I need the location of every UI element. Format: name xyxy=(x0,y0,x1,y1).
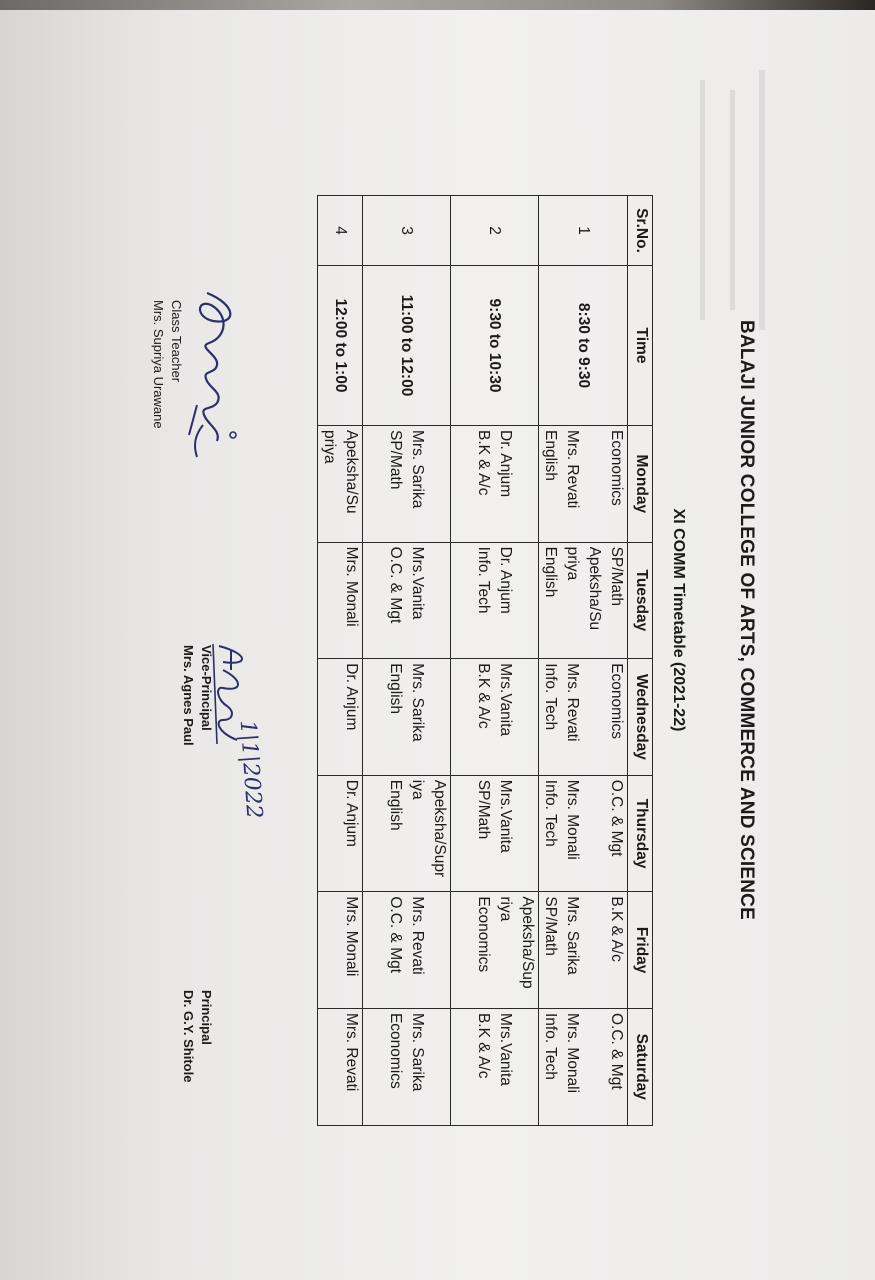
row-time: 12:00 to 1:00 xyxy=(318,266,363,426)
cell-line: English xyxy=(387,779,404,831)
row-time: 9:30 to 10:30 xyxy=(451,266,539,426)
vice-principal-handwritten-date: 1|1|2022 xyxy=(234,719,267,820)
cell-line xyxy=(428,1013,450,1121)
cell-saturday xyxy=(318,1008,363,1125)
cell-line xyxy=(516,430,538,538)
cell-line: Mrs. Monali xyxy=(564,1012,581,1094)
cell-line: B.K & A/c xyxy=(608,896,625,962)
row-srno: 4 xyxy=(318,196,363,266)
cell-tuesday xyxy=(451,542,539,659)
cell-line: B.K & A/c xyxy=(475,1012,492,1079)
cell-line: English xyxy=(387,663,404,715)
vice-principal-role: Vice-Principal xyxy=(199,645,214,731)
cell-line: Info. Tech xyxy=(475,546,492,614)
cell-wednesday xyxy=(318,659,363,776)
cell-friday xyxy=(318,892,363,1009)
cell-line xyxy=(428,547,450,655)
cell-saturday xyxy=(451,1008,539,1125)
class-teacher-signature xyxy=(177,285,247,475)
cell-line xyxy=(428,430,450,538)
principal-role: Principal xyxy=(199,990,214,1045)
header-monday: Monday xyxy=(628,426,653,543)
cell-line: Economics xyxy=(608,430,625,506)
cell-line: Mrs. Revati xyxy=(564,430,581,509)
timetable-table xyxy=(317,195,653,1126)
cell-line: Mrs. Revati xyxy=(409,896,426,975)
class-teacher-name: Mrs. Supriya Urawane xyxy=(151,300,166,429)
cell-friday xyxy=(539,892,628,1009)
cell-line: English xyxy=(542,430,559,481)
header-friday: Friday xyxy=(628,892,653,1009)
cell-line: Dr. Anjum xyxy=(343,779,360,847)
header-time: Time xyxy=(628,266,653,426)
cell-line: Mrs.Vanita xyxy=(497,663,514,737)
cell-line: priya xyxy=(564,546,581,581)
cell-line: Economics xyxy=(608,663,625,739)
cell-line xyxy=(583,896,605,1004)
cell-line: SP/Math xyxy=(542,896,559,956)
cell-line: Mrs. Sarika xyxy=(409,1012,426,1092)
cell-line: Apeksha/Sup xyxy=(519,896,536,989)
cell-line: riya xyxy=(497,896,514,922)
cell-line: Mrs. Monali xyxy=(564,779,581,860)
cell-friday xyxy=(363,892,451,1009)
cell-line: Mrs. Monali xyxy=(343,546,360,627)
cell-line: Mrs. Revati xyxy=(343,1012,360,1092)
cell-line: Mrs. Revati xyxy=(564,663,581,742)
cell-line xyxy=(428,663,450,771)
table-row xyxy=(363,196,451,1126)
cell-wednesday xyxy=(451,659,539,776)
cell-thursday xyxy=(539,775,628,892)
header-tuesday: Tuesday xyxy=(628,542,653,659)
cell-line: Info. Tech xyxy=(542,663,559,731)
cell-line xyxy=(516,780,538,888)
cell-line: Dr. Anjum xyxy=(497,430,514,498)
cell-line: Mrs. Monali xyxy=(343,896,360,977)
cell-line xyxy=(583,780,605,888)
header-wednesday: Wednesday xyxy=(628,659,653,776)
vice-principal-name: Mrs. Agnes Paul xyxy=(181,645,196,746)
cell-monday xyxy=(318,426,363,543)
table-row xyxy=(539,196,628,1126)
cell-line xyxy=(516,663,538,771)
cell-line xyxy=(428,896,450,1004)
row-srno: 1 xyxy=(539,196,628,266)
cell-line: Mrs.Vanita xyxy=(497,1012,514,1086)
cell-line: O.C. & Mgt xyxy=(608,779,625,857)
cell-line: Mrs.Vanita xyxy=(497,779,514,853)
cell-line: Mrs.Vanita xyxy=(409,546,426,620)
vice-principal-block xyxy=(179,645,215,746)
header-thursday: Thursday xyxy=(628,775,653,892)
timetable-body xyxy=(318,196,628,1126)
cell-line: B.K & A/c xyxy=(475,663,492,729)
header-srno: Sr.No. xyxy=(628,196,653,266)
cell-monday xyxy=(363,426,451,543)
cell-line xyxy=(516,1013,538,1121)
row-srno: 3 xyxy=(363,196,451,266)
table-row xyxy=(318,196,363,1126)
cell-line: SP/Math xyxy=(475,779,492,840)
cell-thursday xyxy=(318,775,363,892)
cell-friday xyxy=(451,892,539,1009)
cell-tuesday xyxy=(318,542,363,659)
cell-saturday xyxy=(363,1008,451,1125)
cell-line: Apeksha/Su xyxy=(586,546,603,631)
principal-name: Dr. G.Y. Shitole xyxy=(181,990,196,1083)
cell-line: O.C. & Mgt xyxy=(387,896,404,974)
cell-line: B.K & A/c xyxy=(475,430,492,496)
cell-wednesday xyxy=(363,659,451,776)
header-row xyxy=(628,196,653,1126)
cell-thursday xyxy=(451,775,539,892)
timetable-title: XI COMM Timetable (2021-22) xyxy=(670,508,687,732)
cell-line: O.C. & Mgt xyxy=(608,1012,625,1090)
cell-line: Apeksha/Su xyxy=(343,430,360,514)
class-teacher-block xyxy=(149,300,185,429)
cell-line: Dr. Anjum xyxy=(497,546,514,614)
cell-line: Info. Tech xyxy=(542,779,559,847)
cell-line: Mrs. Sarika xyxy=(564,896,581,975)
cell-line: SP/Math xyxy=(387,430,404,490)
cell-line: SP/Math xyxy=(608,546,625,607)
cell-line: Mrs. Sarika xyxy=(409,430,426,509)
cell-tuesday xyxy=(363,542,451,659)
cell-line: Economics xyxy=(387,1012,404,1089)
header-saturday: Saturday xyxy=(628,1008,653,1125)
cell-saturday xyxy=(539,1008,628,1125)
row-srno: 2 xyxy=(451,196,539,266)
cell-monday xyxy=(451,426,539,543)
cell-line: Mrs. Sarika xyxy=(409,663,426,742)
cell-tuesday xyxy=(539,542,628,659)
cell-line xyxy=(583,1013,605,1121)
table-row xyxy=(451,196,539,1126)
cell-thursday xyxy=(363,775,451,892)
cell-line xyxy=(583,663,605,771)
row-time: 11:00 to 12:00 xyxy=(363,266,451,426)
cell-wednesday xyxy=(539,659,628,776)
row-time: 8:30 to 9:30 xyxy=(539,266,628,426)
cell-line: Info. Tech xyxy=(542,1012,559,1080)
cell-line xyxy=(516,547,538,655)
cell-line: O.C. & Mgt xyxy=(387,546,404,624)
cell-line: priya xyxy=(321,430,338,464)
principal-block xyxy=(179,990,215,1082)
cell-line: Economics xyxy=(475,896,492,973)
cell-line: iya xyxy=(409,779,426,800)
cell-monday xyxy=(539,426,628,543)
cell-line: Apeksha/Supr xyxy=(431,779,448,878)
class-teacher-role: Class Teacher xyxy=(169,300,184,383)
cell-line: English xyxy=(542,546,559,598)
cell-line xyxy=(583,430,605,538)
college-name: BALAJI JUNIOR COLLEGE OF ARTS, COMMERCE AND SCIENCE xyxy=(736,320,757,920)
cell-line: Dr. Anjum xyxy=(343,663,360,731)
